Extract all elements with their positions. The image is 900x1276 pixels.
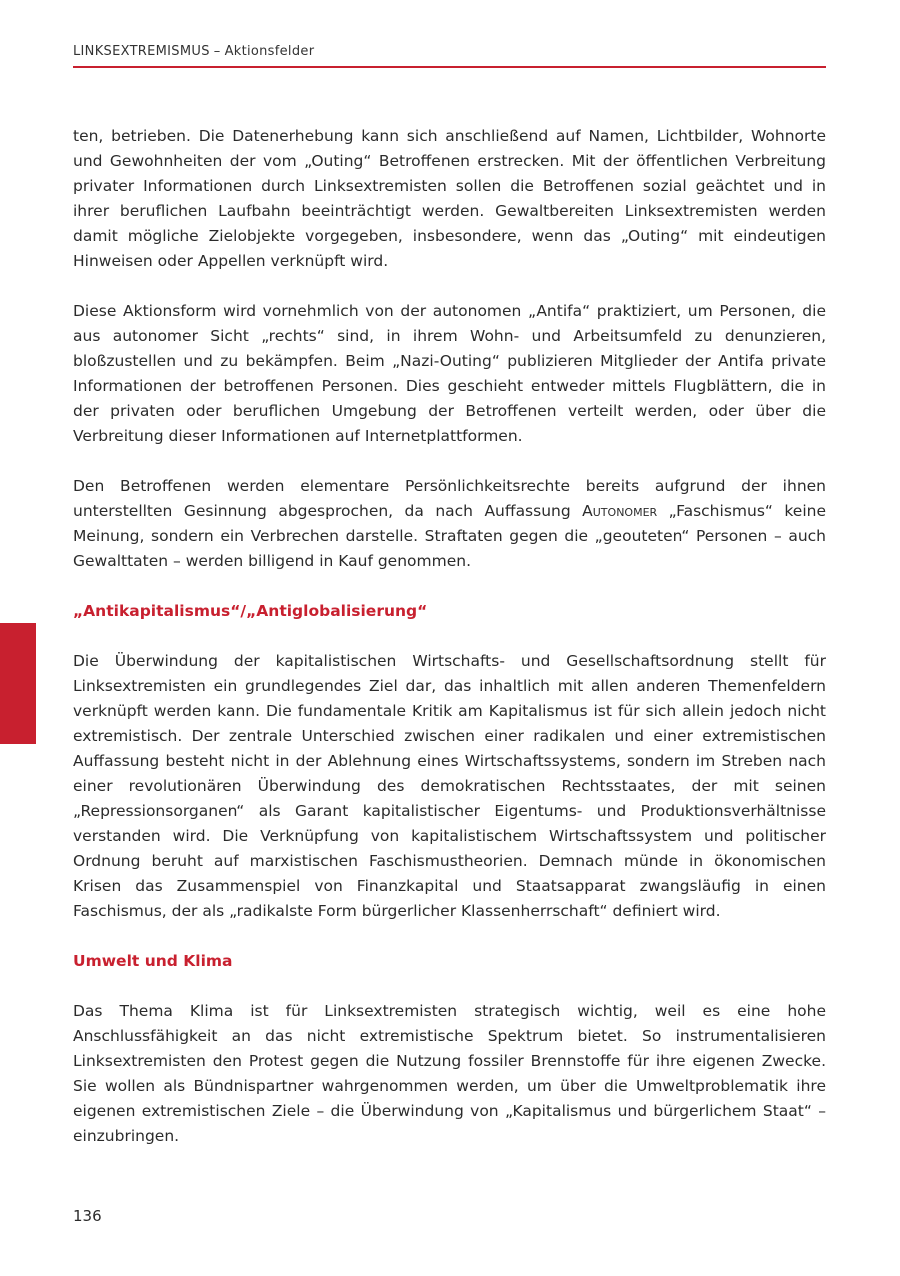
- smallcaps-term: Autonomer: [582, 502, 658, 520]
- page-body: [73, 124, 826, 1174]
- header-subsection: Aktionsfelder: [224, 44, 315, 59]
- paragraph-rights-start: Den Betroffenen werden elementare Persönlichkeitsrechte bereits aufgrund der ihnen unterstellten Gesinnung abgesprochen, da nach Auffassung: [73, 477, 826, 520]
- page-number: 136: [73, 1207, 102, 1225]
- chapter-side-tab: [0, 623, 36, 744]
- heading-antikapitalismus: „Antikapitalismus“/„Antiglobalisierung“: [73, 602, 428, 620]
- header-separator: –: [213, 44, 221, 59]
- header-section: LINKSEXTREMISMUS: [73, 44, 210, 59]
- paragraph-rights-end: „Faschismus“ keine Meinung, sondern ein Verbrechen darstelle. Straftaten gegen die „geouteten“ Personen – auch Gewalttaten – werden billigend in Kauf genommen.: [73, 502, 826, 570]
- paragraph-umwelt-klima: Das Thema Klima ist für Linksextremisten strategisch wichtig, weil es eine hohe Anschlussfähigkeit an das nicht extremistische Spektrum bietet. So instrumentalisieren Linksextremisten den Protest gegen die Nutzung fossiler Brennstoffe für ihre eigenen Zwecke. Sie wollen als Bündnispartner wahrgenommen werden, um über die Umweltproblematik ihre eigenen extremistischen Ziele – die Überwindung von „Kapitalismus und bürgerlichem Staat“ – einzubringen.: [73, 1002, 826, 1145]
- paragraph-antikapitalismus: Die Überwindung der kapitalistischen Wirtschafts- und Gesellschaftsordnung stellt für Linksextremisten ein grundlegendes Ziel dar, das inhaltlich mit allen anderen Themenfeldern verknüpft werden kann. Die fundamentale Kritik am Kapitalismus ist für sich allein jedoch nicht extremistisch. Der zentrale Unterschied zwischen einer radikalen und einer extremistischen Auffassung besteht nicht in der Ablehnung eines Wirtschaftssystems, sondern im Streben nach einer revolutionären Überwindung des demokratischen Rechtsstaates, der mit seinen „Repressionsorganen“ als Garant kapitalistischer Eigentums- und Produktionsverhältnisse verstanden wird. Die Verknüpfung von kapitalistischem Wirtschaftssystem und politischer Ordnung beruht auf marxistischen Faschismustheorien. Demnach münde in ökonomischen Krisen das Zusammenspiel von Finanzkapital und Staatsapparat zwangsläufig in einen Faschismus, der als „radikalste Form bürgerlicher Klassenherrschaft“ definiert wird.: [73, 652, 826, 920]
- paragraph-antifa-action: Diese Aktionsform wird vornehmlich von der autonomen „Antifa“ praktiziert, um Personen, die aus autonomer Sicht „rechts“ sind, in ihrem Wohn- und Arbeitsumfeld zu denunzieren, bloßzustellen und zu bekämpfen. Beim „Nazi-Outing“ publizieren Mitglieder der Antifa private Informationen der betroffenen Personen. Dies geschieht entweder mittels Flugblättern, die in der privaten oder beruflichen Umgebung der Betroffenen verteilt werden, oder über die Verbreitung dieser Informationen auf Internetplattformen.: [73, 302, 826, 445]
- paragraph-outing-data: ten, betrieben. Die Datenerhebung kann sich anschließend auf Namen, Lichtbilder, Wohnorte und Gewohnheiten der vom „Outing“ Betroffenen erstrecken. Mit der öffentlichen Verbreitung privater Informationen durch Linksextremisten sollen die Betroffenen sozial geächtet und in ihrer beruflichen Laufbahn beeinträchtigt werden. Gewaltbereiten Linksextremisten werden damit mögliche Zielobjekte vorgegeben, insbesondere, wenn das „Outing“ mit eindeutigen Hinweisen oder Appellen verknüpft wird.: [73, 127, 826, 270]
- heading-umwelt-klima: Umwelt und Klima: [73, 952, 233, 970]
- header-rule: [73, 66, 826, 68]
- paragraph-rights: [73, 474, 826, 574]
- running-header: [73, 44, 314, 59]
